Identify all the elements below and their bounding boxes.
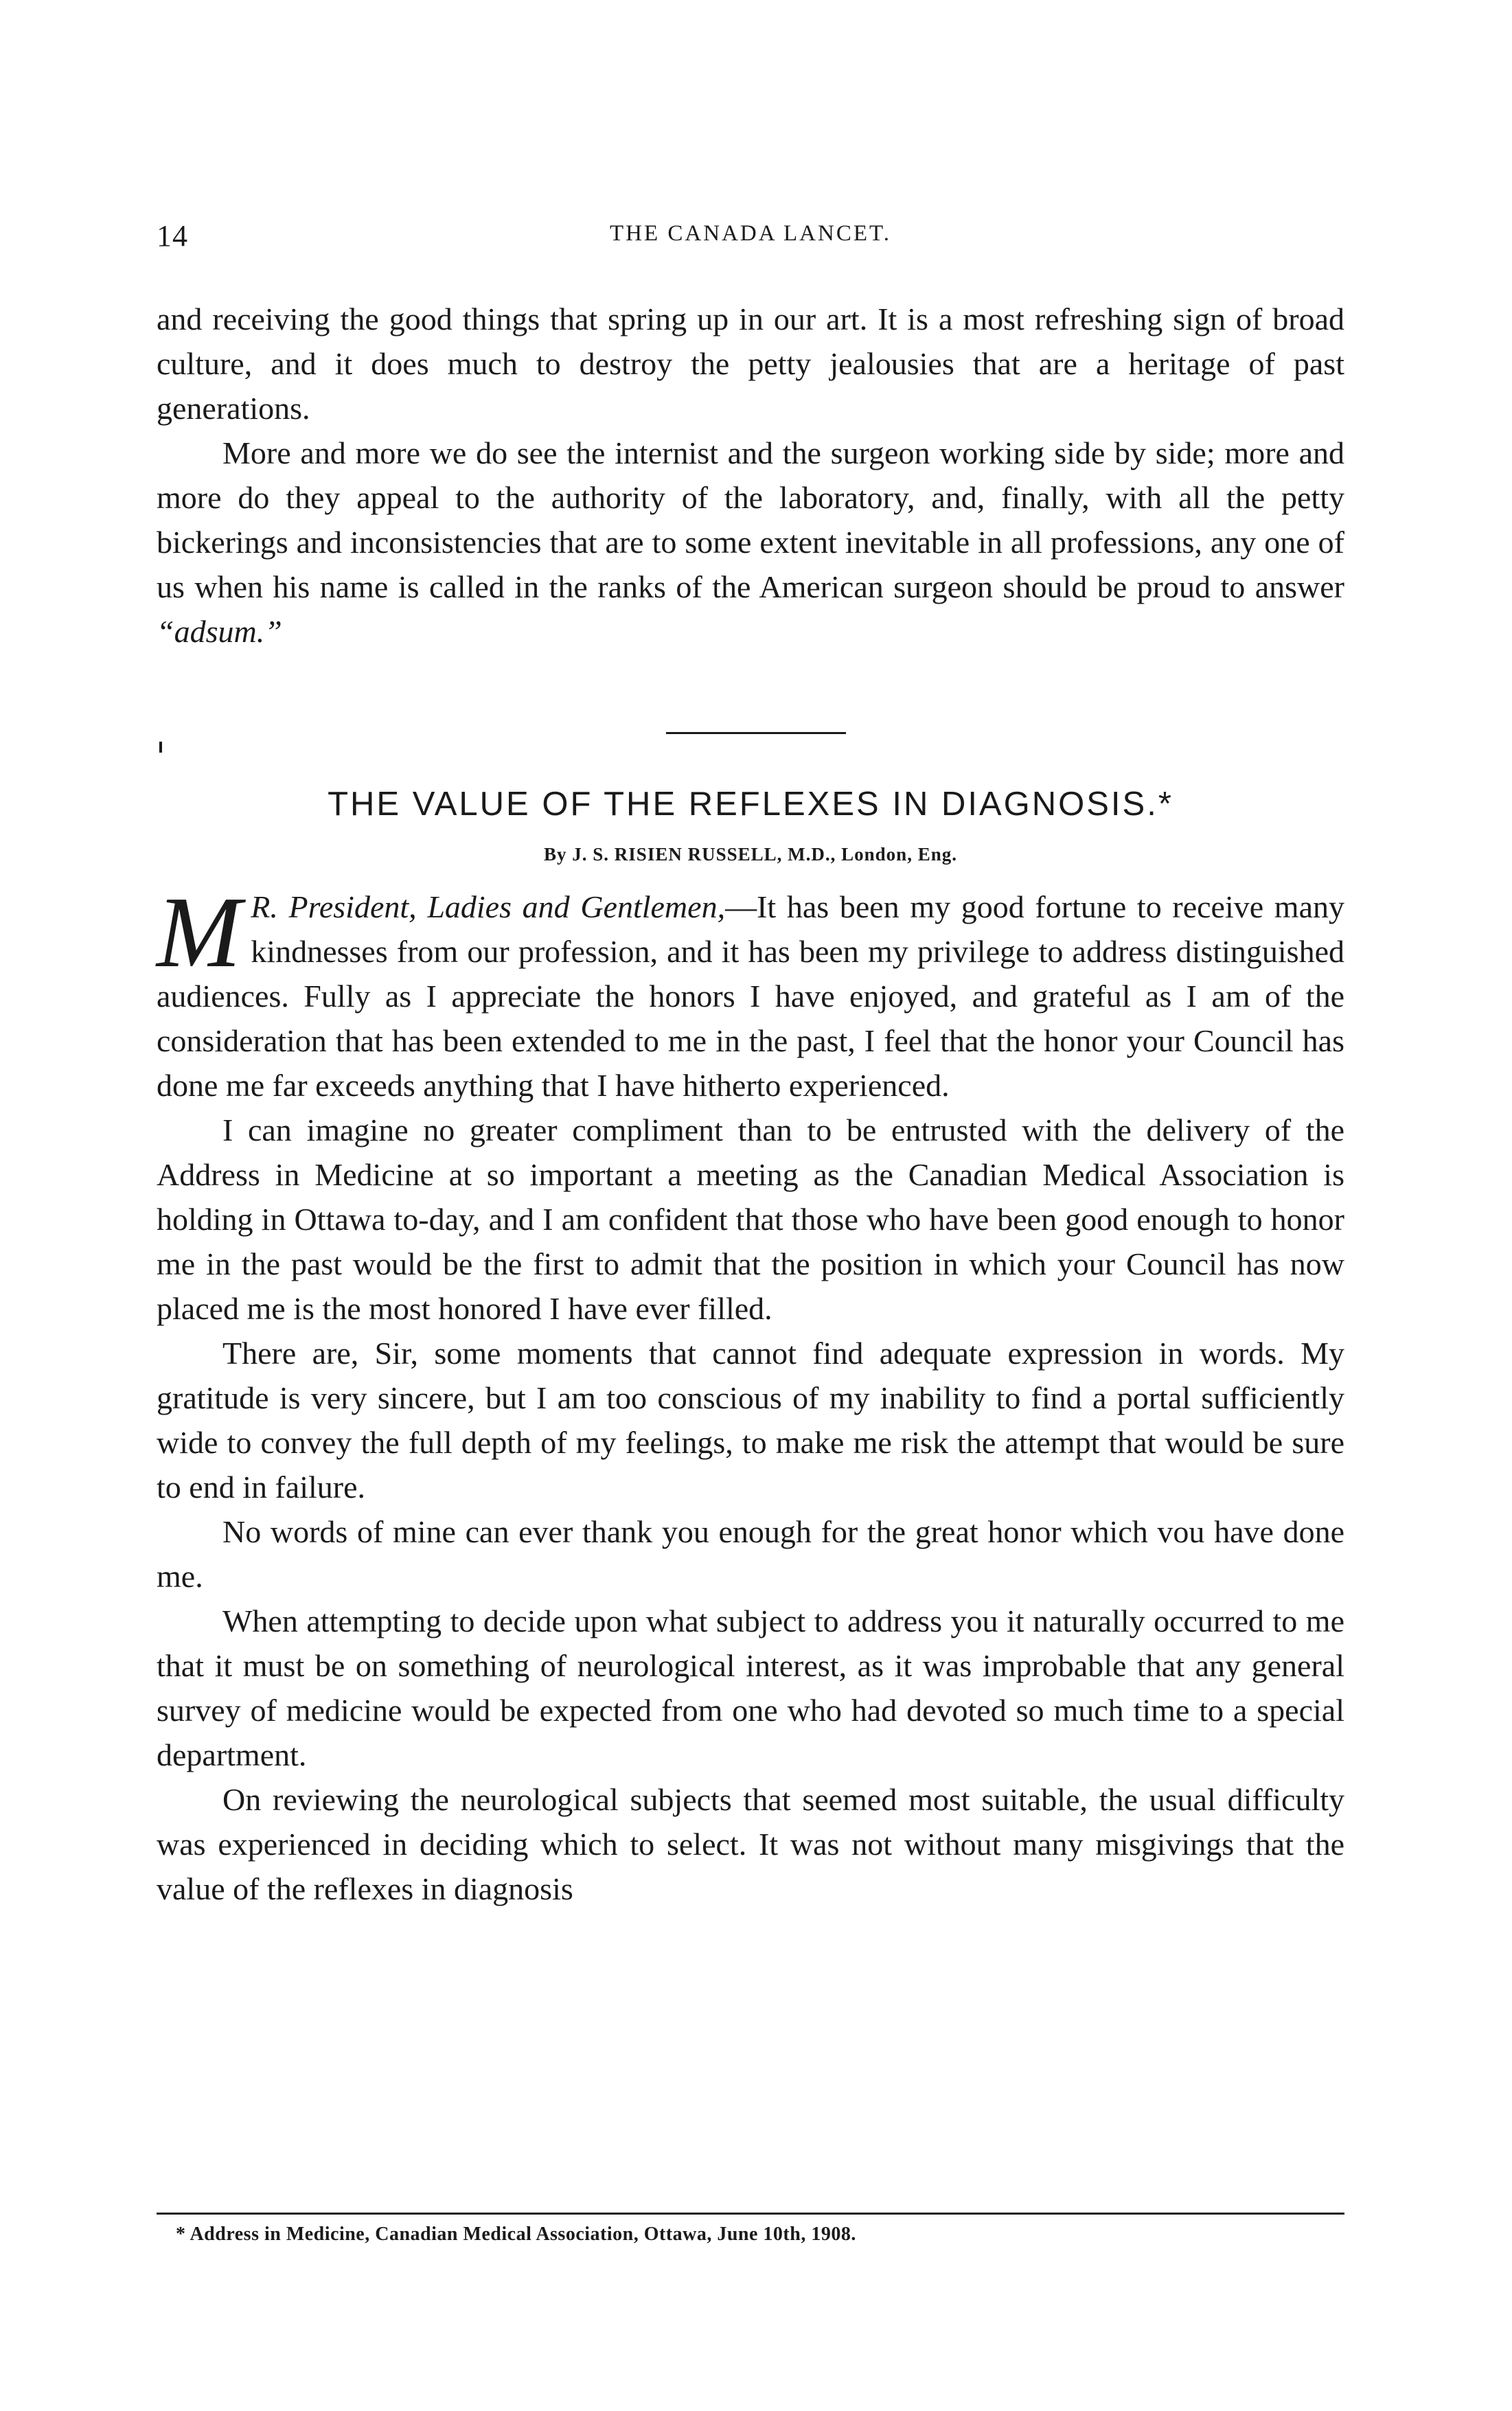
paragraph-text: More and more we do see the internist and the surgeon working side by side; more and more do they appeal to the authority of the laboratory, and, finally, with all the petty bickerings and inconsistencies that are to some extent inevitable in all professions, any one of us when his name is called in the ranks of the American surgeon should be proud to answer (157, 435, 1344, 604)
running-head (157, 218, 1344, 260)
paragraph: When attempting to decide upon what subject to address you it naturally occurred to me that it must be on something of neurological interest, as it was improbable that any general survey of medicine would be expected from one who had devoted so much time to a special department. (157, 1603, 1344, 1772)
footnote: * Address in Medicine, Canadian Medical Association, Ottawa, June 10th, 1908. (176, 2224, 856, 2245)
paragraph-text: —It has been my good fortune to receive many kindnesses from our profession, and it has been my privilege to address distinguished audiences. Fully as I appreciate the honors I have enjoyed, and grateful as I am of the consideration that has been extended to me in the past, I feel that the honor your Council has done me far exceeds anything that I have hitherto experienced. (157, 889, 1344, 1103)
drop-cap: M (157, 876, 242, 989)
article-body (157, 876, 1344, 1911)
paragraph: I can imagine no greater compliment than to be entrusted with the delivery of the Address in Medicine at so important a meeting as the Canadian Medical Association is holding in Ottawa to-day, and I am confident that those who have been good enough to honor me in the past would be the first to admit that the position in which your Council has now placed me is the most honored I have ever filled. (157, 1112, 1344, 1326)
page-number: 14 (157, 219, 188, 253)
journal-title: THE CANADA LANCET. (610, 221, 891, 246)
paragraph: On reviewing the neurological subjects that seemed most suitable, the usual difficulty was experienced in deciding which to select. It was not without many misgivings that the value of the reflexes in diagnosis (157, 1782, 1344, 1906)
footnote-rule (157, 2213, 1344, 2215)
paragraph: and receiving the good things that spring up in our art. It is a most refreshing sign of broad culture, and it does much to destroy the petty jealousies that are a heritage of past generations. (157, 301, 1344, 426)
salutation: R. President, Ladies and Gentlemen, (251, 889, 726, 924)
print-mark (159, 742, 162, 753)
paragraph: No words of mine can ever thank you enough for the great honor which vou have done me. (157, 1514, 1344, 1594)
article-title: THE VALUE OF THE REFLEXES IN DIAGNOSIS.* (328, 786, 1173, 823)
closing-word: “adsum.” (157, 614, 282, 649)
paragraph (157, 431, 1344, 654)
previous-article-conclusion (157, 297, 1344, 654)
opening-paragraph (157, 876, 1344, 1108)
section-divider (666, 732, 846, 734)
paragraph: There are, Sir, some moments that cannot find adequate expression in words. My gratitude is very sincere, but I am too conscious of my inability to find a portal sufficiently wide to convey the full depth of my feelings, to make me risk the attempt that would be sure to end in failure. (157, 1336, 1344, 1505)
article-byline: By J. S. RISIEN RUSSELL, M.D., London, Eng. (544, 844, 957, 865)
